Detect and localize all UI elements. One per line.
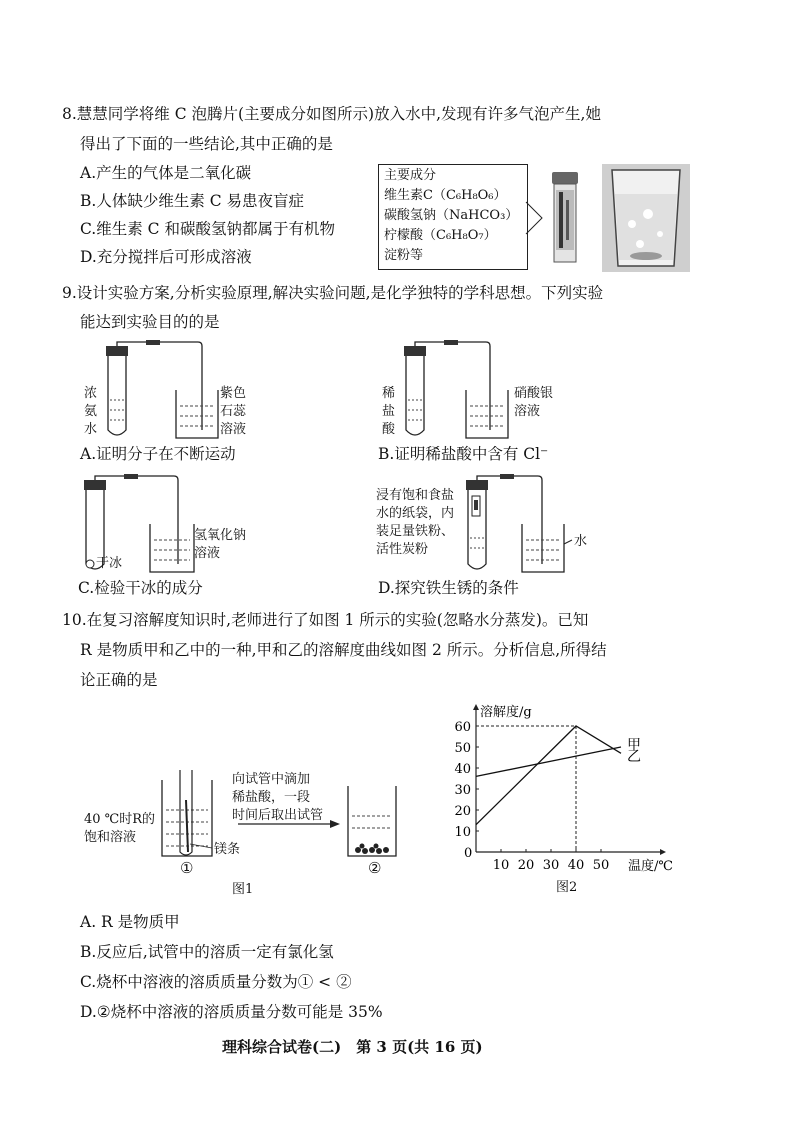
y-axis-arrow: [473, 704, 479, 710]
q10-option-d: D.②烧杯中溶液的溶质质量分数可能是 35%: [80, 1003, 383, 1021]
apparatus-d-caption: D.探究铁生锈的条件: [378, 579, 519, 597]
q9-stem-line2: 能达到实验目的的是: [80, 313, 220, 331]
series-line-1: [476, 726, 621, 825]
x-axis-arrow: [660, 849, 666, 855]
q10-option-a: A. R 是物质甲: [80, 913, 180, 931]
q9-stem-line1: 9.设计实验方案,分析实验原理,解决实验问题,是化学独特的学科思想。下列实验: [62, 284, 604, 302]
series-label-2: 乙: [627, 749, 641, 765]
apparatus-b-right-label2: 溶液: [514, 404, 541, 419]
ingredient-line3: 柠檬酸（C₆H₈O₇）: [384, 228, 497, 243]
x-tick-label: 20: [517, 858, 535, 873]
q8-stem-line1: 8.慧慧同学将维 C 泡腾片(主要成分如图所示)放入水中,发现有许多气泡产生,她: [62, 105, 601, 123]
y-tick-label: 40: [454, 762, 471, 777]
y-tick-label: 30: [454, 783, 471, 798]
apparatus-d-left-label1: 浸有饱和食盐: [376, 488, 455, 503]
callout-pointer: [526, 200, 546, 240]
y-tick-label: 50: [454, 741, 471, 756]
glass-of-water-image: [602, 164, 690, 272]
apparatus-d-left-label4: 活性炭粉: [376, 542, 429, 557]
ingredient-line4: 淀粉等: [384, 248, 424, 263]
apparatus-a-right-label2: 石蕊: [220, 404, 247, 419]
q10-stem-line1: 10.在复习溶解度知识时,老师进行了如图 1 所示的实验(忽略水分蒸发)。已知: [62, 611, 589, 629]
apparatus-a-right-label1: 紫色: [220, 386, 247, 401]
apparatus-d-diagram: [460, 474, 640, 579]
x-axis-label: 温度/℃: [628, 859, 673, 874]
ingredient-line2: 碳酸氢钠（NaHCO₃）: [384, 208, 519, 223]
apparatus-a-right-label3: 溶液: [220, 422, 247, 437]
ingredient-title: 主要成分: [384, 168, 437, 183]
x-tick-label: 40: [567, 858, 585, 873]
apparatus-b-left-label1: 稀: [382, 386, 396, 401]
q8-option-c: C.维生素 C 和碳酸氢钠都属于有机物: [80, 220, 335, 238]
apparatus-a-left-label2: 氨: [84, 404, 98, 419]
apparatus-c-caption: C.检验干冰的成分: [78, 579, 203, 597]
apparatus-c-left-label: 干冰: [96, 556, 123, 571]
series-label-1: 甲: [627, 737, 641, 754]
apparatus-d-left-label2: 水的纸袋，内: [376, 506, 455, 521]
q8-option-b: B.人体缺少维生素 C 易患夜盲症: [80, 192, 305, 210]
vitamin-tube-image: [546, 170, 586, 265]
apparatus-a-left-label1: 浓: [84, 386, 98, 401]
origin-label: 0: [464, 846, 473, 861]
solubility-chart: [440, 700, 700, 900]
x-tick-label: 50: [592, 858, 610, 873]
q10-stem-line3: 论正确的是: [80, 671, 158, 689]
y-axis-label: 溶解度/g: [480, 705, 532, 720]
y-tick-label: 20: [454, 804, 471, 819]
apparatus-b-left-label3: 酸: [382, 422, 396, 437]
x-tick-label: 30: [542, 858, 560, 873]
apparatus-b-right-label1: 硝酸银: [514, 386, 554, 401]
figure2-caption: 图2: [556, 880, 578, 895]
figure1-caption: 图1: [232, 882, 254, 897]
q10-option-c: C.烧杯中溶液的溶质质量分数为① < ②: [80, 973, 352, 991]
ingredient-line1: 维生素C（C₆H₈O₆）: [384, 188, 507, 203]
q8-option-a: A.产生的气体是二氧化碳: [80, 164, 252, 182]
figure1-magnesium-label: 镁条: [214, 842, 241, 857]
y-tick-label: 60: [454, 720, 471, 735]
q8-option-d: D.充分搅拌后可形成溶液: [80, 248, 252, 266]
apparatus-d-left-label3: 装足量铁粉、: [376, 524, 455, 539]
apparatus-a-caption: A.证明分子在不断运动: [80, 445, 236, 463]
page-footer: 理科综合试卷(二) 第 3 页(共 16 页): [222, 1038, 483, 1056]
figure1-arrow-text1: 向试管中滴加: [232, 772, 311, 787]
figure1-beaker1-number: ①: [180, 859, 194, 877]
apparatus-a-left-label3: 水: [84, 422, 98, 437]
figure1-arrow-text2: 稀盐酸，一段: [232, 790, 311, 805]
figure1-label-left1: 40 ℃时R的: [84, 812, 156, 827]
q10-option-b: B.反应后,试管中的溶质一定有氯化氢: [80, 943, 334, 961]
q10-stem-line2: R 是物质甲和乙中的一种,甲和乙的溶解度曲线如图 2 所示。分析信息,所得结: [80, 641, 607, 659]
apparatus-d-right-label: 水: [574, 534, 588, 549]
ingredient-box: [378, 164, 528, 270]
figure1-label-left2: 饱和溶液: [84, 830, 137, 845]
apparatus-c-right-label1: 氢氧化钠: [194, 528, 247, 543]
figure1-beaker2-number: ②: [368, 859, 382, 877]
x-tick-label: 10: [492, 858, 510, 873]
apparatus-c-right-label2: 溶液: [194, 546, 221, 561]
series-line-2: [476, 747, 621, 776]
q8-stem-line2: 得出了下面的一些结论,其中正确的是: [80, 135, 333, 153]
y-tick-label: 10: [454, 825, 471, 840]
apparatus-b-left-label2: 盐: [382, 404, 396, 419]
figure1-arrow-text3: 时间后取出试管: [232, 808, 324, 823]
apparatus-b-caption: B.证明稀盐酸中含有 Cl⁻: [378, 445, 549, 463]
